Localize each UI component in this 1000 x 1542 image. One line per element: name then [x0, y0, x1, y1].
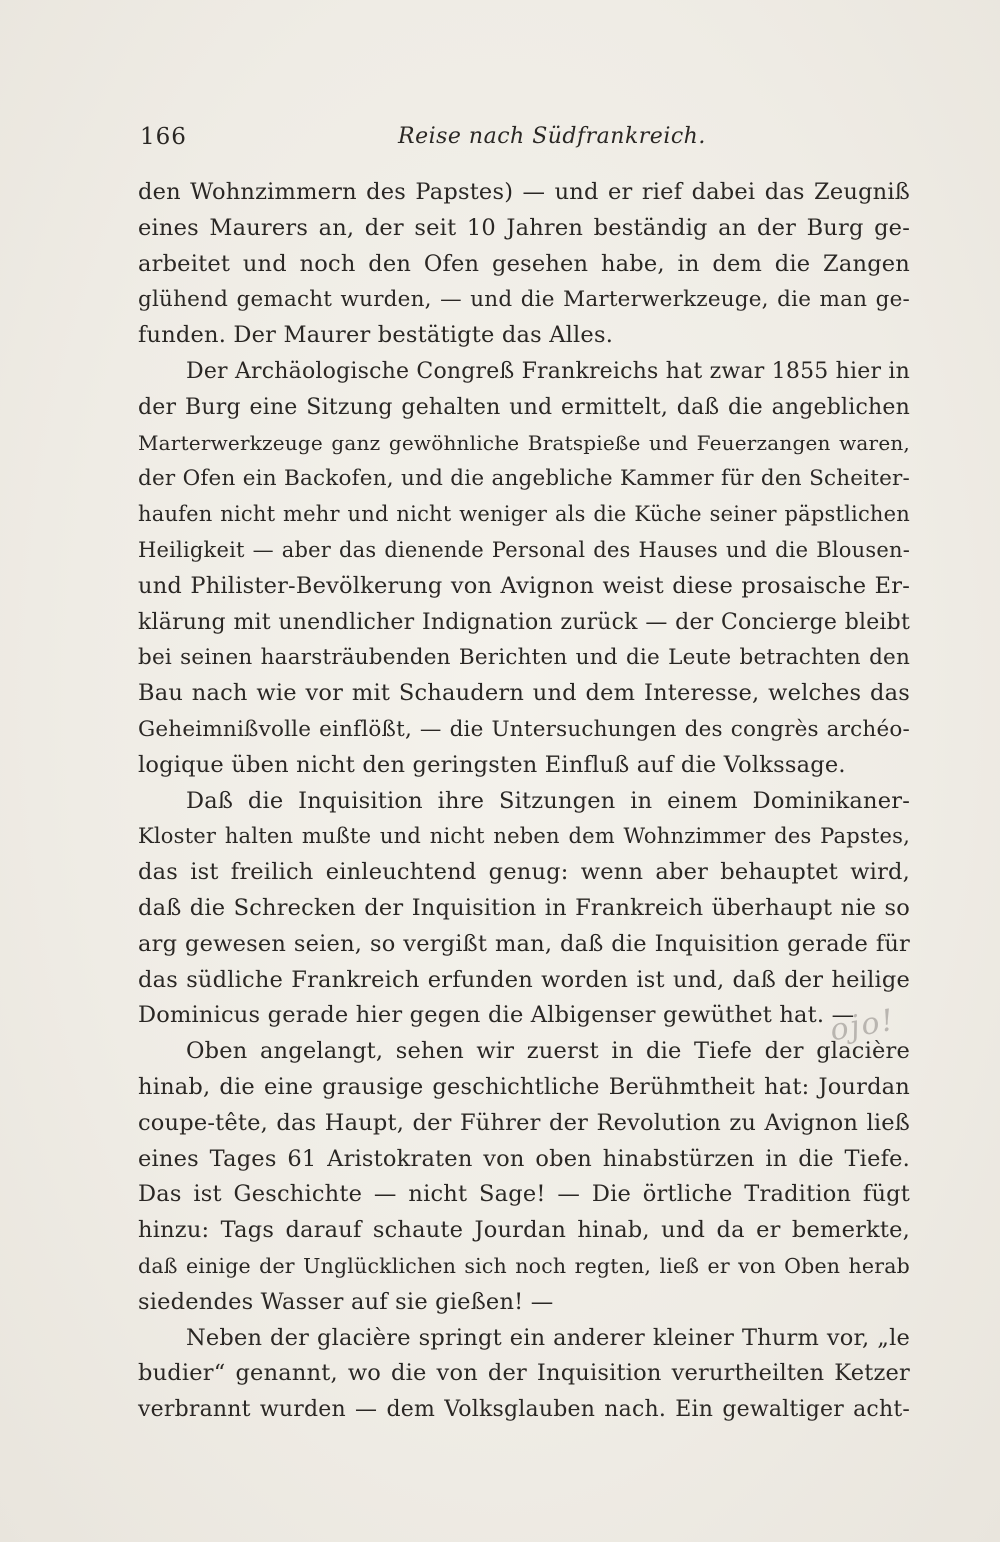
text-line: den Wohnzimmern des Papstes) — und er rief dabei das Zeugniß — [138, 179, 910, 205]
text-line: Bau nach wie vor mit Schaudern und dem Interesse, welches das — [138, 680, 910, 707]
text-line: der Burg eine Sitzung gehalten und ermittelt, daß die angeblichen — [138, 394, 910, 420]
text-line: Das ist Geschichte — nicht Sage! — Die örtliche Tradition fügt — [138, 1181, 910, 1208]
text-line: funden. Der Maurer bestätigte das Alles. — [138, 322, 614, 349]
paragraph-start-line: Oben angelangt, sehen wir zuerst in die Tiefe der glacière — [186, 1038, 910, 1065]
text-line: das südliche Frankreich erfunden worden ist und, daß der heilige — [138, 966, 910, 993]
text-line: verbrannt wurden — dem Volksglauben nach. Ein gewaltiger acht- — [138, 1397, 910, 1423]
text-line: coupe-tête, das Haupt, der Führer der Revolution zu Avignon ließ — [138, 1109, 910, 1136]
page-header — [140, 124, 910, 156]
text-line: bei seinen haarsträubenden Berichten und die Leute betrachten den — [138, 645, 910, 671]
text-line: eines Tages 61 Aristokraten von oben hinabstürzen in die Tiefe. — [138, 1145, 910, 1172]
text-line: und Philister-Bevölkerung von Avignon weist diese prosaische Er- — [138, 572, 910, 599]
text-line: Kloster halten mußte und nicht neben dem Wohnzimmer des Papstes, — [138, 824, 910, 849]
running-title: Reise nach Südfrankreich. — [398, 124, 706, 149]
text-line: Dominicus gerade hier gegen die Albigenser gewüthet hat. — — [138, 1002, 855, 1029]
text-line: hinab, die eine grausige geschichtliche Berühmtheit hat: Jourdan — [138, 1073, 910, 1100]
page-number: 166 — [140, 124, 187, 150]
text-line: eines Maurers an, der seit 10 Jahren beständig an der Burg ge- — [138, 214, 910, 241]
text-line: arg gewesen seien, so vergißt man, daß die Inquisition gerade für — [138, 930, 910, 957]
text-line: der Ofen ein Backofen, und die angebliche Kammer für den Scheiter- — [138, 466, 910, 492]
handwritten-margin-note: ojo! — [827, 1002, 899, 1049]
text-line: haufen nicht mehr und nicht weniger als die Küche seiner päpstlichen — [138, 502, 910, 527]
text-line: glühend gemacht wurden, — und die Marterwerkzeuge, die man ge- — [138, 287, 910, 313]
paragraph-start-line: Neben der glacière springt ein anderer kleiner Thurm vor, „le — [186, 1324, 910, 1351]
text-line: budier“ genannt, wo die von der Inquisition verurtheilten Ketzer — [138, 1360, 910, 1387]
text-line: siedendes Wasser auf sie gießen! — — [138, 1288, 554, 1315]
text-line: Geheimnißvolle einflößt, — die Untersuchungen des congrès archéo- — [138, 716, 910, 742]
text-line: arbeitet und noch den Ofen gesehen habe, in dem die Zangen — [138, 250, 910, 277]
text-line: klärung mit unendlicher Indignation zurück — der Concierge bleibt — [138, 609, 910, 635]
text-line: das ist freilich einleuchtend genug: wenn aber behauptet wird, — [138, 859, 910, 886]
paragraph-start-line: Der Archäologische Congreß Frankreichs hat zwar 1855 hier in — [186, 358, 911, 384]
text-line: logique üben nicht den geringsten Einfluß auf die Volkssage. — [138, 751, 846, 778]
text-line: daß die Schrecken der Inquisition in Frankreich überhaupt nie so — [138, 894, 910, 921]
text-line: Heiligkeit — aber das dienende Personal des Hauses und die Blousen- — [138, 537, 910, 562]
body-text — [138, 175, 910, 1428]
text-line: Marterwerkzeuge ganz gewöhnliche Bratspieße und Feuerzangen waren, — [138, 430, 910, 455]
text-line: hinzu: Tags darauf schaute Jourdan hinab, und da er bemerkte, — [138, 1217, 910, 1244]
paragraph-start-line: Daß die Inquisition ihre Sitzungen in einem Dominikaner- — [186, 787, 910, 814]
text-line: daß einige der Unglücklichen sich noch regten, ließ er von Oben herab — [138, 1253, 910, 1278]
